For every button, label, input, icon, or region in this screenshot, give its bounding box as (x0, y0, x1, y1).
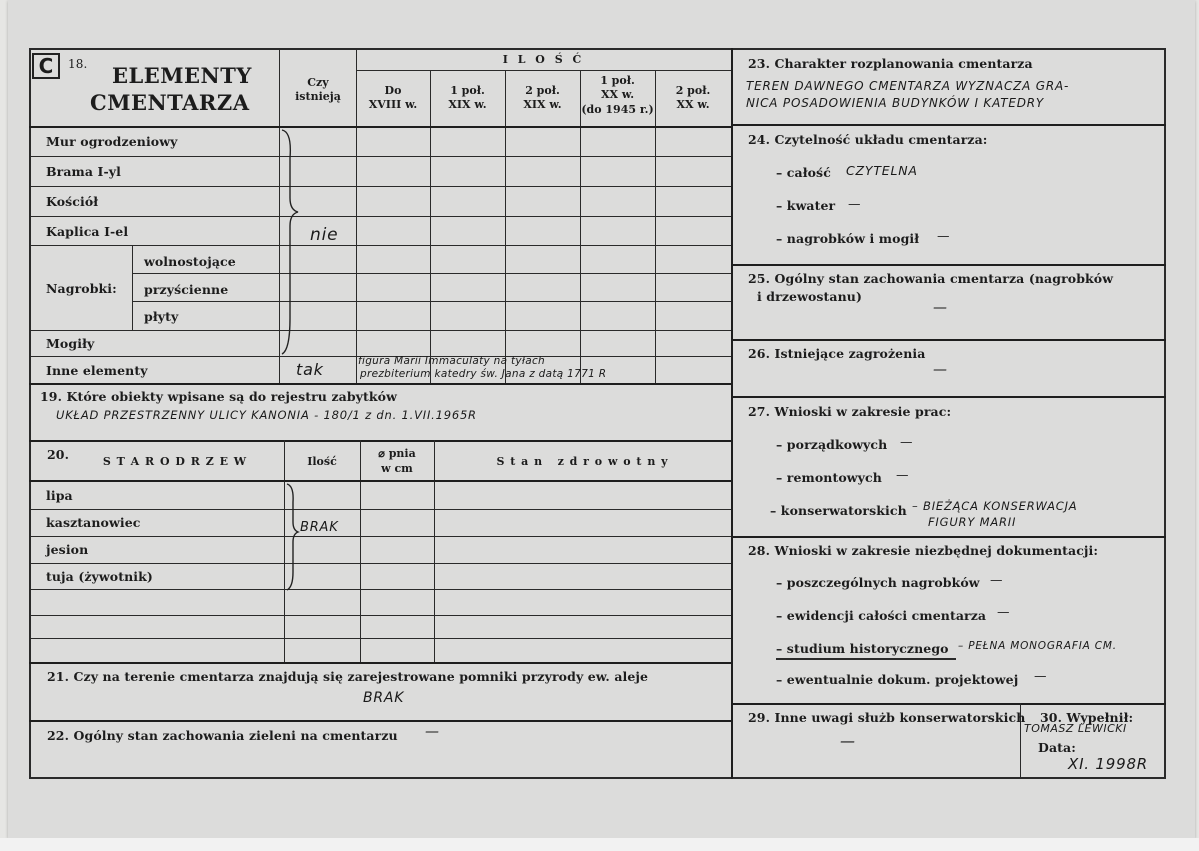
col-header: XIX w. (523, 98, 562, 111)
section-23-label: 23. Charakter rozplanowania cmentarza (748, 56, 1033, 71)
row-label: Kaplica I-el (46, 224, 129, 239)
s20-header-bottom (29, 480, 731, 482)
col-header: XX w. (600, 88, 635, 101)
col-header: 1 poł. (600, 74, 635, 87)
row-line (29, 536, 731, 537)
handwritten-answer: BRAK (363, 690, 405, 706)
s25-bottom (731, 339, 1166, 341)
col-header: Ilość (307, 455, 337, 468)
tree-label: jesion (46, 542, 89, 557)
section-25-label: i drzewostanu) (757, 289, 862, 304)
section-title: ELEMENTY (112, 63, 252, 88)
col-header: Czy (307, 76, 329, 89)
col-header: XIX w. (448, 98, 487, 111)
s19-bottom (29, 440, 731, 442)
section-19-label: 19. Które obiekty wpisane są do rejestru zabytków (40, 389, 397, 404)
handwritten-answer: TOMASZ LEWICKI (1024, 722, 1127, 735)
s20-bottom (29, 662, 731, 664)
row-line (29, 156, 731, 157)
handwritten-note: figura Marii Immaculaty na tyłach (358, 355, 545, 367)
handwritten-answer: — (1034, 668, 1048, 683)
handwritten-answer: — (848, 196, 862, 211)
row-sublabel: wolnostojące (144, 254, 236, 269)
section-26-label: 26. Istniejące zagrożenia (748, 346, 926, 361)
row-label: Kościół (46, 194, 99, 209)
handwritten-answer: CZYTELNA (846, 163, 918, 178)
col-header: 1 poł. (450, 84, 485, 97)
s18-header-bottom (29, 126, 731, 128)
row-label: Brama I-yl (46, 164, 121, 179)
section-27-label: 27. Wnioski w zakresie prac: (748, 404, 952, 419)
section-30-label: 30. Wypełnił: (1040, 710, 1134, 725)
col-header: w cm (381, 462, 413, 475)
s24-bottom (731, 264, 1166, 266)
col-header: (do 1945 r.) (581, 103, 654, 116)
section-22-label: 22. Ogólny stan zachowania zieleni na cmentarzu (47, 728, 398, 743)
ilosc-underline (356, 70, 731, 71)
s21-bottom (29, 720, 731, 722)
section-title: S T A R O D R Z E W (102, 455, 248, 468)
section-number: 20. (47, 447, 70, 462)
handwritten-answer: — (933, 300, 948, 316)
handwritten-answer: nie (310, 225, 339, 245)
handwritten-answer: – BIEŻĄCA KONSERWACJA (912, 499, 1078, 513)
row-line (29, 563, 731, 564)
col-header: 2 poł. (525, 84, 560, 97)
s28-bottom (731, 703, 1166, 705)
row-label: Mogiły (46, 336, 95, 351)
row-label: Nagrobki: (46, 281, 117, 296)
col-header: 2 poł. (675, 84, 711, 97)
item-label: – studium historycznego (776, 641, 949, 656)
handwritten-answer: XI. 1998R (1068, 755, 1149, 773)
row-label: Inne elementy (46, 363, 148, 378)
tree-label: kasztanowiec (46, 515, 141, 530)
handwritten-answer: — (896, 467, 910, 482)
s27-bottom (731, 536, 1166, 538)
section-title: CMENTARZA (90, 90, 250, 115)
ilosc-header: I L O Ś Ć (502, 53, 585, 66)
row-line (29, 216, 731, 217)
row-line (132, 301, 731, 302)
s18-col-line (505, 70, 506, 383)
s26-bottom (731, 396, 1166, 398)
col-header: S t a n z d r o w o t n y (496, 455, 669, 468)
handwritten-answer: — (997, 604, 1011, 619)
handwritten-answer: – PEŁNA MONOGRAFIA CM. (958, 640, 1117, 652)
item-label: – remontowych (776, 470, 882, 485)
section-29-label: 29. Inne uwagi służb konserwatorskich (748, 710, 1026, 725)
section-24-label: 24. Czytelność układu cmentarza: (748, 132, 988, 147)
handwritten-answer: TEREN DAWNEGO CMENTARZA WYZNACZA GRA- (746, 79, 1070, 93)
handwritten-answer: — (937, 228, 951, 243)
handwritten-answer: FIGURY MARII (928, 515, 1017, 529)
item-label: – poszczególnych nagrobków (776, 575, 980, 590)
handwritten-underline (776, 658, 956, 660)
tree-label: tuja (żywotnik) (46, 569, 153, 584)
nagrobki-split (132, 245, 133, 330)
row-line (29, 509, 731, 510)
item-label: – kwater (776, 198, 836, 213)
row-line (29, 245, 731, 246)
scan-margin (0, 838, 1199, 851)
s23-bottom (731, 124, 1166, 126)
row-line (29, 186, 731, 187)
s20-col-line (434, 440, 435, 662)
s18-bottom (29, 383, 731, 385)
handwritten-note: prezbiterium katedry św. Jana z datą 1771 R (360, 368, 607, 380)
item-label: – nagrobków i mogił (776, 231, 920, 246)
form-letter-box: C (32, 53, 60, 79)
item-label: – całość (776, 165, 831, 180)
tree-label: lipa (46, 488, 73, 503)
col-header: ⌀ pnia (378, 447, 416, 460)
handwritten-answer: — (900, 434, 914, 449)
col-header: istnieją (295, 90, 341, 103)
row-line (29, 330, 731, 331)
handwritten-answer: — (933, 362, 948, 378)
item-label: – ewidencji całości cmentarza (776, 608, 987, 623)
section-21-label: 21. Czy na terenie cmentarza znajdują się zarejestrowane pomniki przyrody ew. aleje (47, 669, 649, 684)
handwritten-answer: UKŁAD PRZESTRZENNY ULICY KANONIA - 180/1 z dn. 1.VII.1965R (56, 408, 477, 422)
s18-col-line (430, 70, 431, 383)
row-label: Mur ogrodzeniowy (46, 134, 178, 149)
row-line (132, 273, 731, 274)
item-label: – ewentualnie dokum. projektowej (776, 672, 1019, 687)
col-header: XVIII w. (368, 98, 418, 111)
section-28-label: 28. Wnioski w zakresie niezbędnej dokumentacji: (748, 543, 1099, 558)
handwritten-answer: — (840, 732, 856, 750)
date-label: Data: (1038, 740, 1076, 755)
brace-mark (278, 128, 308, 358)
row-sublabel: płyty (144, 309, 179, 324)
handwritten-answer: NICA POSADOWIENIA BUDYNKÓW I KATEDRY (746, 96, 1045, 110)
col-header: XX w. (676, 98, 710, 111)
handwritten-answer: — (425, 724, 440, 740)
row-line (29, 589, 731, 590)
s18-col-line (655, 70, 656, 383)
section-number: 18. (68, 57, 88, 71)
item-label: – konserwatorskich (770, 503, 907, 518)
s18-col-line (580, 70, 581, 383)
brace-mark (284, 482, 300, 592)
col-header: Do (384, 84, 402, 97)
section-25-label: 25. Ogólny stan zachowania cmentarza (nagrobków (748, 271, 1114, 286)
center-divider (731, 48, 733, 779)
row-line (29, 638, 731, 639)
item-label: – porządkowych (776, 437, 888, 452)
handwritten-answer: tak (296, 360, 324, 379)
row-sublabel: przyścienne (144, 282, 229, 297)
handwritten-answer: — (990, 572, 1004, 587)
handwritten-answer: BRAK (300, 520, 339, 535)
row-line (29, 615, 731, 616)
